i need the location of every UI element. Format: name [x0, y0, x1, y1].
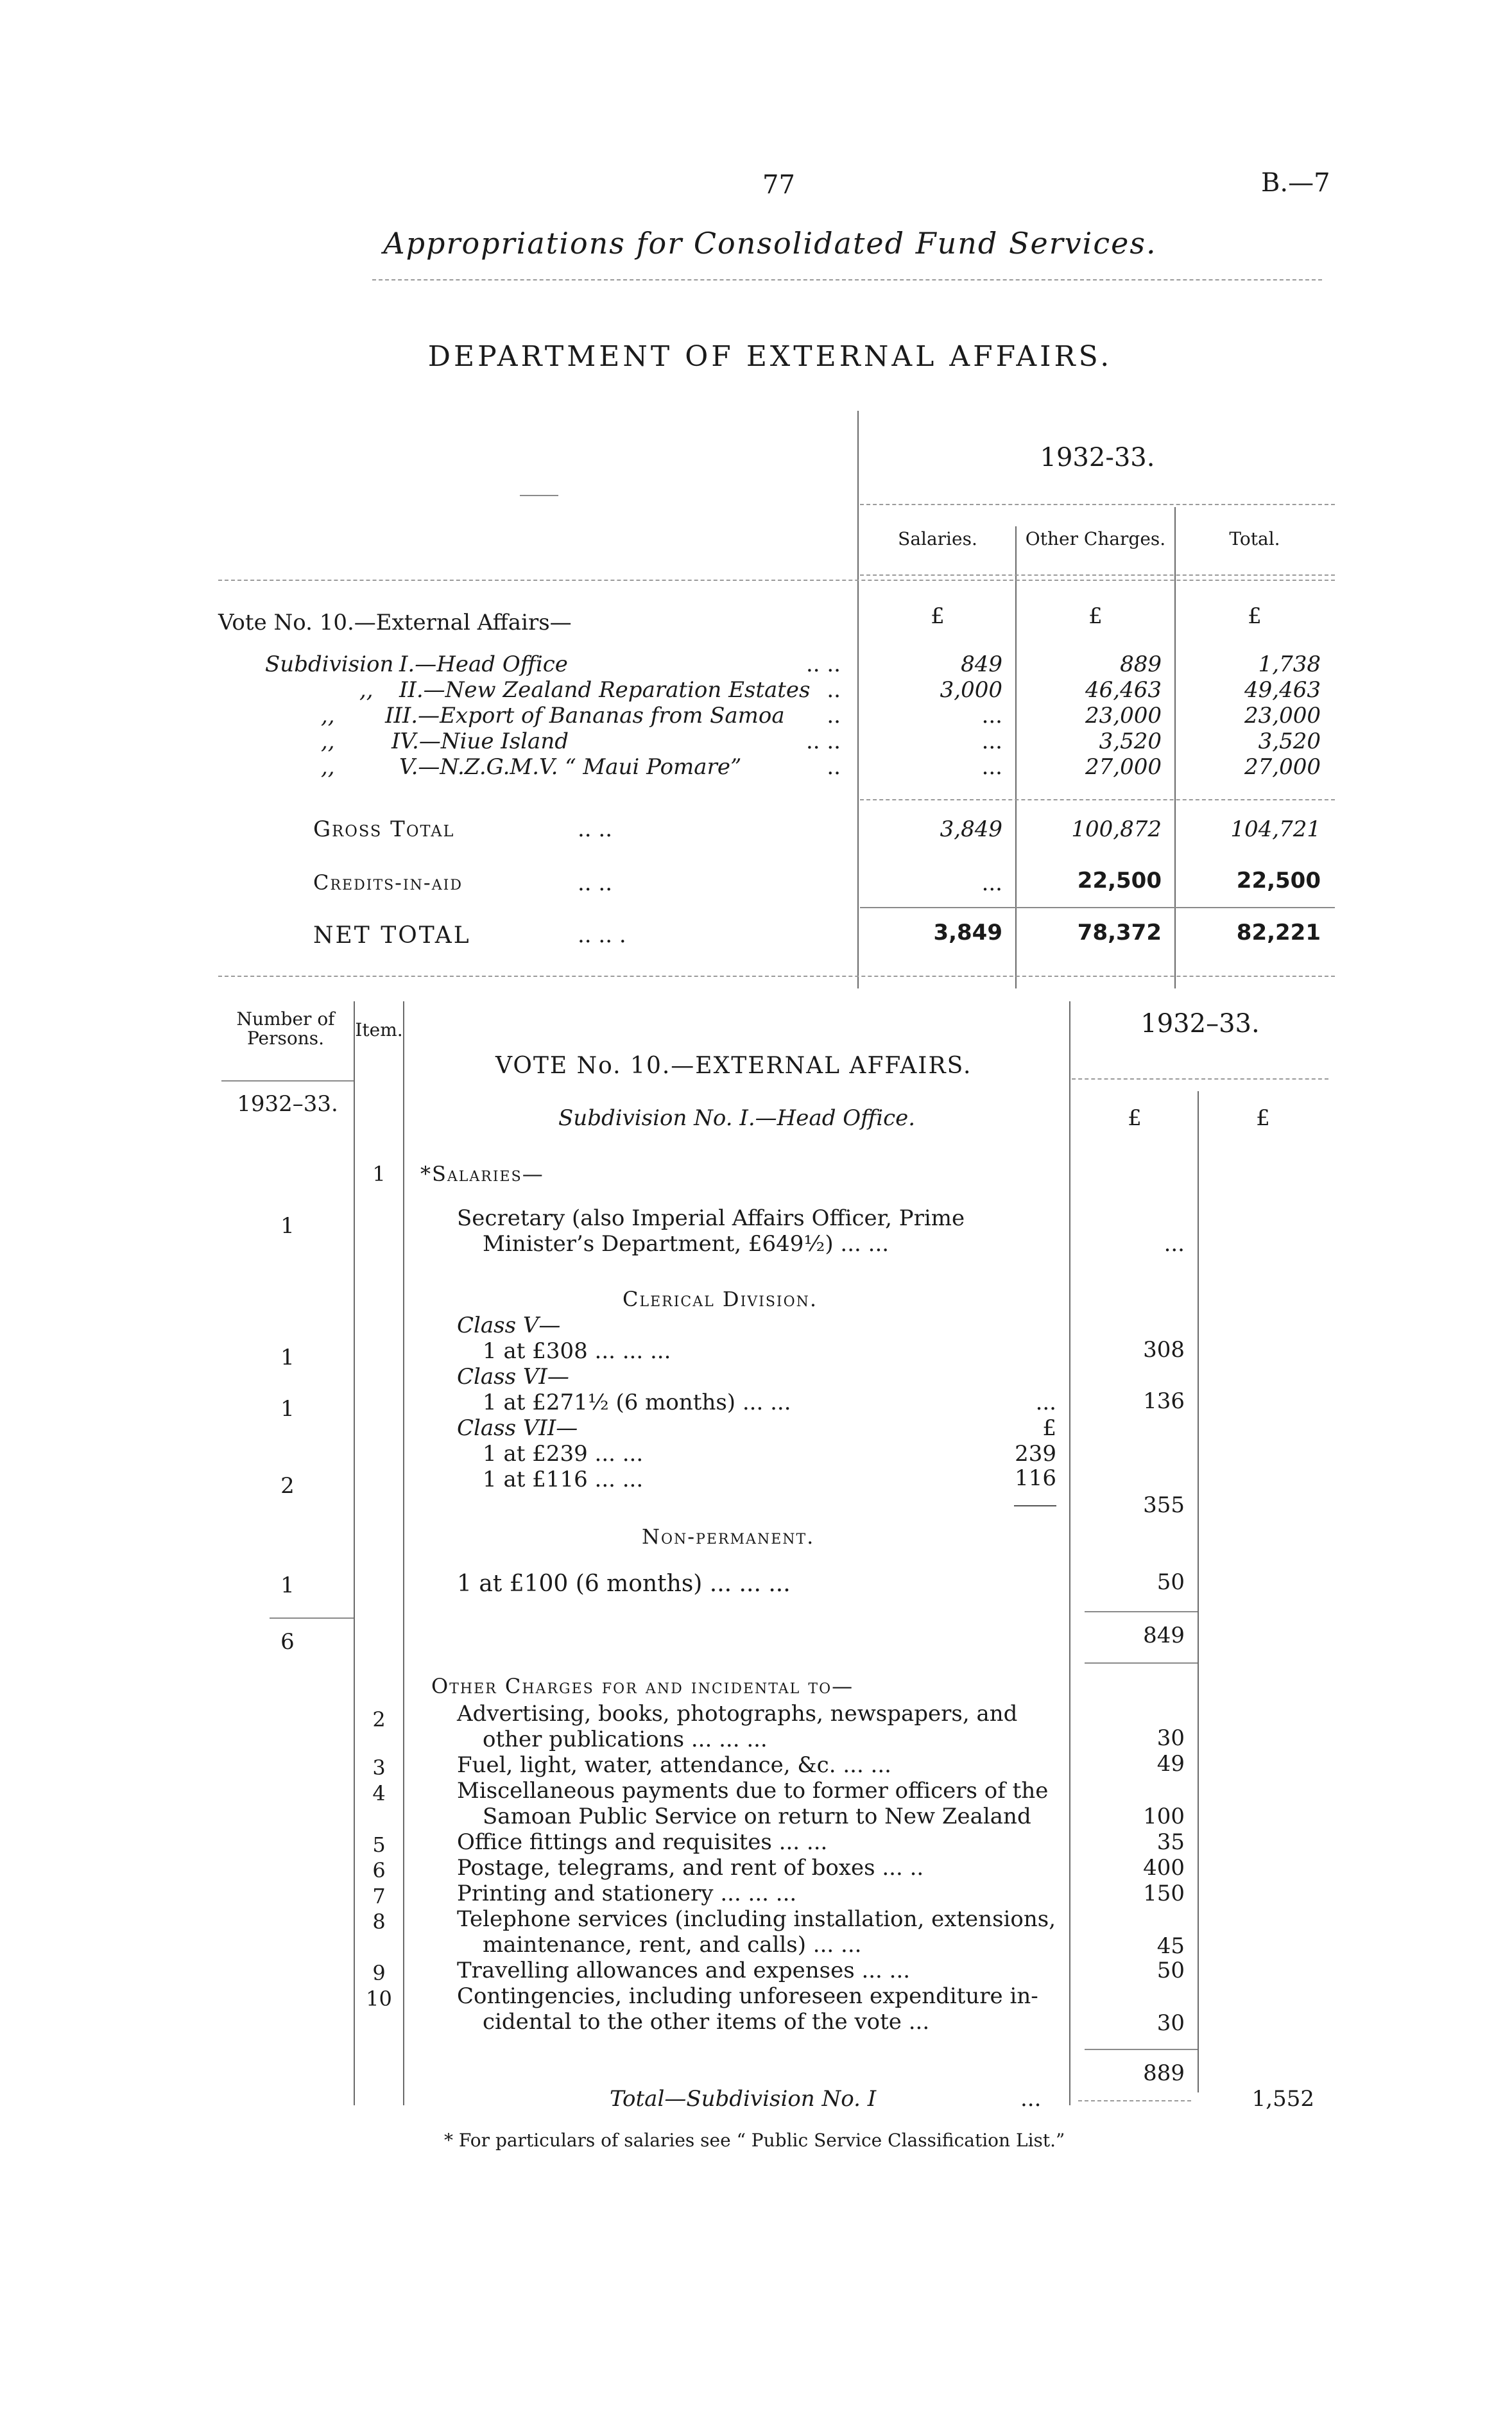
gross-other: 100,872	[1071, 816, 1162, 842]
subdivision-total-leader	[1078, 2100, 1191, 2101]
other-charges-heading: Other Charges for and incidental to—	[431, 1674, 854, 1698]
item-number: 3	[372, 1755, 386, 1780]
row-other: 23,000	[1085, 703, 1162, 729]
item-number: 2	[372, 1707, 386, 1732]
secretary-amount: ...	[1164, 1231, 1185, 1257]
row-total: 49,463	[1244, 677, 1321, 703]
item-line: Printing and stationery ... ... ...	[457, 1881, 797, 1906]
item-line: Office fittings and requisites ... ...	[457, 1829, 828, 1855]
row-prefix: ,,	[359, 677, 374, 703]
row-salaries: 3,000	[940, 677, 1002, 703]
class-label: Class VI—	[457, 1364, 569, 1390]
currency-total: £	[1248, 603, 1262, 629]
divider-amount	[1198, 1091, 1199, 2092]
row-dots: ..	[827, 677, 841, 703]
item-number: 7	[372, 1884, 386, 1908]
row-other: 46,463	[1085, 677, 1162, 703]
pound-column-b: £	[1256, 1105, 1270, 1131]
gross-salaries: 3,849	[940, 816, 1002, 842]
page-title: Appropriations for Consolidated Fund Services.	[383, 226, 1157, 261]
class-sub-value: 116	[1015, 1465, 1056, 1491]
credits-total: 22,500	[1236, 868, 1321, 893]
row-dots: .. ..	[805, 651, 841, 677]
persons-count: 1	[280, 1345, 295, 1370]
vote-label: Vote No. 10.—External Affairs—	[218, 610, 572, 635]
class-line: 1 at £271½ (6 months) ... ...	[483, 1390, 791, 1415]
column-salaries: Salaries.	[898, 528, 977, 549]
row-dots: .. ..	[578, 870, 613, 896]
year-header-rule	[1072, 1078, 1328, 1080]
summary-header-bottom-rule	[218, 580, 1335, 581]
row-prefix: ,,	[321, 703, 335, 729]
item-line: maintenance, rent, and calls) ... ...	[483, 1932, 862, 1958]
section-divider	[218, 976, 1335, 977]
persons-year: 1932–33.	[237, 1091, 338, 1117]
row-other: 27,000	[1085, 754, 1162, 780]
row-total: 1,738	[1258, 651, 1321, 677]
persons-count: 1	[280, 1573, 295, 1598]
net-total: 82,221	[1236, 920, 1321, 945]
pound-column-a: £	[1128, 1105, 1142, 1131]
row-label: II.—New Zealand Reparation Estates	[399, 677, 811, 703]
item-line: other publications ... ... ...	[483, 1727, 768, 1752]
item-line: Contingencies, including unforeseen expenditure in-	[457, 1983, 1038, 2009]
department-heading: DEPARTMENT OF EXTERNAL AFFAIRS.	[427, 340, 1113, 373]
non-permanent-heading: Non-permanent.	[642, 1524, 815, 1549]
row-label: IV.—Niue Island	[391, 729, 569, 754]
item-number: 6	[372, 1858, 386, 1883]
salaries-heading: *Salaries—	[420, 1162, 544, 1186]
item-amount: 35	[1156, 1829, 1185, 1855]
document-reference: B.—7	[1261, 168, 1330, 198]
row-total: 23,000	[1244, 703, 1321, 729]
item-column-header: Item.	[355, 1019, 403, 1040]
row-label: V.—N.Z.G.M.V. “ Maui Pomare”	[399, 754, 742, 780]
class-line: 1 at £116 ... ...	[483, 1467, 644, 1492]
item-number: 10	[366, 1987, 392, 2011]
persons-count: 1	[280, 1396, 295, 1422]
row-prefix: ,,	[321, 754, 335, 780]
subdivision-total-dots: ...	[1020, 2086, 1042, 2112]
persons-total: 6	[280, 1629, 295, 1655]
gross-total-label: Gross Total	[313, 816, 455, 842]
net-salaries: 3,849	[933, 920, 1002, 945]
credits-label: Credits-in-aid	[313, 870, 463, 895]
row-dots: .. ..	[578, 816, 613, 842]
row-salaries: ...	[981, 729, 1002, 754]
page-number: 77	[762, 170, 795, 200]
class-label: Class V—	[457, 1313, 561, 1338]
salaries-total-underline	[1085, 1662, 1198, 1664]
row-salaries: ...	[981, 703, 1002, 729]
column-other-charges: Other Charges.	[1025, 528, 1166, 549]
header-rule	[372, 279, 1322, 280]
item-amount: 30	[1156, 2010, 1185, 2036]
credits-other: 22,500	[1077, 868, 1162, 893]
salaries-total-rule	[1085, 1611, 1198, 1612]
class-dots: ...	[1035, 1390, 1056, 1415]
gross-total: 104,721	[1230, 816, 1321, 842]
item-amount: 49	[1156, 1751, 1185, 1777]
item-number: 5	[372, 1833, 386, 1857]
item-number: 9	[372, 1961, 386, 1985]
item-amount: 100	[1143, 1804, 1185, 1829]
divider-item	[403, 1001, 404, 2105]
item-amount: 45	[1156, 1933, 1185, 1959]
other-charges-total: 889	[1143, 2060, 1185, 2086]
row-prefix: Subdivision	[265, 651, 394, 677]
row-dots: ..	[827, 754, 841, 780]
item-line: Miscellaneous payments due to former officers of the	[457, 1778, 1049, 1804]
item-line: cidental to the other items of the vote ...	[483, 2009, 930, 2035]
row-dots: .. ..	[805, 729, 841, 754]
vote-title: VOTE No. 10.—EXTERNAL AFFAIRS.	[495, 1053, 972, 1079]
footnote: * For particulars of salaries see “ Public Service Classification List.”	[444, 2130, 1065, 2151]
class-pound: £	[1042, 1415, 1056, 1441]
clerical-division-heading: Clerical Division.	[623, 1287, 818, 1311]
net-total-label: NET TOTAL	[313, 922, 471, 949]
persons-count: 1	[280, 1213, 295, 1239]
item-line: Samoan Public Service on return to New Zealand	[483, 1804, 1031, 1829]
item-amount: 30	[1156, 1725, 1185, 1751]
gross-rule	[860, 799, 1335, 800]
item-number: 8	[372, 1910, 386, 1934]
row-label: III.—Export of Bananas from Samoa	[385, 703, 785, 729]
currency-other: £	[1088, 603, 1103, 629]
row-label: I.—Head Office	[399, 651, 568, 677]
class-sub-value: 239	[1015, 1441, 1056, 1467]
subdivision-total-amount: 1,552	[1251, 2086, 1314, 2112]
persons-column-header: Number of Persons.	[236, 1008, 335, 1049]
currency-salaries: £	[931, 603, 945, 629]
row-salaries: ...	[981, 754, 1002, 780]
detail-year: 1932–33.	[1140, 1009, 1260, 1039]
net-other: 78,372	[1077, 920, 1162, 945]
row-prefix: ,,	[321, 729, 335, 754]
row-total: 27,000	[1244, 754, 1321, 780]
persons-header-rule	[221, 1080, 354, 1082]
row-salaries: 849	[961, 651, 1002, 677]
item-line: Telephone services (including installation, extensions,	[457, 1906, 1056, 1932]
column-total: Total.	[1229, 528, 1280, 549]
divider-text	[1069, 1001, 1070, 2105]
other-total-rule	[1085, 2049, 1198, 2050]
secretary-line: Secretary (also Imperial Affairs Officer, Prime	[457, 1205, 965, 1231]
subtotal-rule	[1014, 1505, 1056, 1506]
persons-count: 2	[280, 1473, 295, 1499]
non-permanent-amount: 50	[1156, 1569, 1185, 1595]
row-total: 3,520	[1258, 729, 1321, 754]
item-number: 1	[372, 1162, 386, 1186]
row-dots: .. .. .	[578, 922, 626, 948]
class-amount: 308	[1143, 1337, 1185, 1363]
row-other: 889	[1120, 651, 1162, 677]
credits-salaries: ...	[981, 870, 1002, 896]
persons-total-rule	[270, 1617, 354, 1619]
class-amount: 355	[1143, 1492, 1185, 1518]
subdivision-total-label: Total—Subdivision No. I	[610, 2086, 877, 2112]
non-permanent-line: 1 at £100 (6 months) ... ... ...	[457, 1571, 791, 1597]
row-dots: ..	[827, 703, 841, 729]
item-amount: 400	[1143, 1855, 1185, 1881]
summary-year: 1932-33.	[1040, 443, 1155, 472]
net-rule	[860, 907, 1335, 908]
class-label: Class VII—	[457, 1415, 578, 1441]
item-line: Travelling allowances and expenses ... ...	[457, 1958, 911, 1983]
summary-year-rule	[860, 504, 1335, 505]
class-line: 1 at £239 ... ...	[483, 1441, 644, 1467]
item-number: 4	[372, 1781, 386, 1806]
stub-dash	[520, 495, 558, 496]
secretary-line: Minister’s Department, £649½) ... ...	[483, 1231, 889, 1257]
item-amount: 50	[1156, 1958, 1185, 1983]
salaries-total: 849	[1143, 1623, 1185, 1648]
item-amount: 150	[1143, 1881, 1185, 1906]
class-amount: 136	[1143, 1388, 1185, 1414]
subdivision-title: Subdivision No. I.—Head Office.	[558, 1105, 916, 1131]
summary-divider-main	[857, 411, 859, 988]
item-line: Postage, telegrams, and rent of boxes ... ..	[457, 1855, 924, 1881]
row-other: 3,520	[1099, 729, 1162, 754]
item-line: Fuel, light, water, attendance, &c. ... ...	[457, 1752, 891, 1778]
class-line: 1 at £308 ... ... ...	[483, 1338, 671, 1364]
summary-columns-rule	[860, 574, 1335, 576]
item-line: Advertising, books, photographs, newspapers, and	[457, 1701, 1018, 1727]
